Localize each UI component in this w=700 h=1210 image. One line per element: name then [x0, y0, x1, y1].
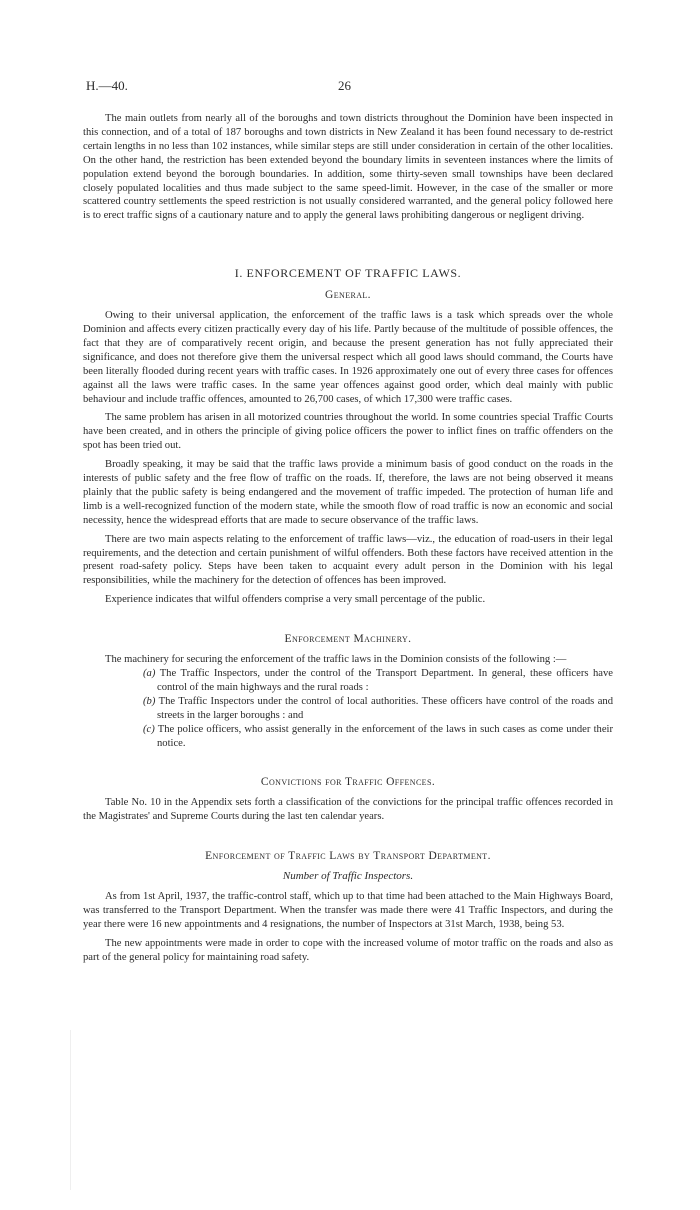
general-paragraph: Owing to their universal application, the enforcement of the traffic laws is a task which spreads over the whole Dominion and affects every citizen practically every day of his life. Partly because of the multitude of possible offences, the fact that they are of comparatively recent origin, and because the present generation has not fully appreciated their significance, and does not therefore give them the universal respect which all good laws should command, the Courts have been literally flooded during recent years with traffic cases. In 1926 approximately one out of every three cases for offences against all the laws were traffic cases. In the same year offences against good order, which deal mainly with public behaviour and include traffic offences, amounted to 26,700 cases, of which 17,300 were traffic cases.: [83, 310, 613, 405]
machinery-item-text: The police officers, who assist generally in the enforcement of the laws in such cases as come under their notice.: [157, 723, 613, 749]
machinery-heading: Enforcement Machinery.: [284, 633, 412, 646]
machinery-item-label: (a): [143, 668, 156, 679]
inspectors-subheading: Number of Traffic Inspectors.: [282, 870, 414, 883]
scan-margin-line: [70, 1030, 71, 1190]
machinery-item: [97, 723, 613, 751]
general-paragraph: There are two main aspects relating to the enforcement of traffic laws—viz., the education of road-users in their legal requirements, and the detection and certain punishment of wilful offenders. Both these factors have received attention in the present road-safety policy. Steps have been taken to acquaint every adult person in the Dominion with his legal responsibilities, while the machinery for the detection of offences has been improved.: [83, 533, 613, 587]
convictions-paragraph: Table No. 10 in the Appendix sets forth a classification of the convictions for the principal traffic offences recorded in the Magistrates' and Supreme Courts during the last ten calendar years.: [83, 797, 613, 823]
general-paragraph: Experience indicates that wilful offenders comprise a very small percentage of the public.: [105, 594, 486, 606]
inspectors-paragraph: The new appointments were made in order to cope with the increased volume of motor traffic on the roads and also as part of the general policy for maintaining road safety.: [83, 937, 613, 963]
inspectors-paragraph: As from 1st April, 1937, the traffic-control staff, which up to that time had been attached to the Main Highways Board, was transferred to the Transport Department. When the transfer was made there were 41 Traffic Inspectors, and during the year there were 16 new appointments and 4 resignations, the number of Inspectors at 31st March, 1938, being 53.: [83, 890, 613, 930]
document-reference: H.—40.: [86, 78, 128, 93]
intro-paragraph: The main outlets from nearly all of the boroughs and town districts throughout the Dominion have been inspected in this connection, and of a total of 187 boroughs and town districts in New Zealand it has been found necessary to de-restrict certain lengths in no less than 102 instances, while similar steps are still under consideration in certain of the other localities. On the other hand, the restriction has been extended beyond the boundary limits in seventeen instances where the limits of population extend beyond the borough boundaries. In addition, some thirty-seven small townships have been declared closely populated localities and thus made subject to the same speed-limit. However, in the case of the smaller or more scattered country settlements the speed restriction is not usually considered warranted, and the general policy followed here is to erect traffic signs of a cautionary nature and to apply the general laws prohibiting dangerous or negligent driving.: [83, 113, 613, 222]
machinery-item: [97, 695, 613, 723]
convictions-heading: Convictions for Traffic Offences.: [260, 776, 436, 789]
machinery-item-label: (c): [143, 723, 155, 735]
document-body: [83, 112, 613, 965]
transport-heading: Enforcement of Traffic Laws by Transport Department.: [205, 850, 491, 863]
general-heading: General.: [325, 289, 371, 302]
machinery-item-text: The Traffic Inspectors, under the control of the Transport Department. In general, these officers have control of the main highways and the rural roads :: [157, 668, 613, 693]
machinery-item-label: (b): [143, 695, 156, 707]
general-paragraph: The same problem has arisen in all motorized countries throughout the world. In some countries special Traffic Courts have been created, and in others the principle of giving police officers the power to inflict fines on traffic offenders on the spot has been tried out.: [83, 412, 613, 452]
machinery-intro: The machinery for securing the enforcement of the traffic laws in the Dominion consists of the following :—: [105, 654, 567, 666]
general-paragraph: Broadly speaking, it may be said that the traffic laws provide a minimum basis of good conduct on the roads in the interests of public safety and the free flow of traffic on the roads. If, therefore, the laws are not being observed it means plainly that the public safety is being endangered and the movement of traffic impeded. The protection of human life and limb is a well-recognized function of the modern state, while the smooth flow of road traffic is now an economic and social necessity, hence the widespread efforts that are made to secure observance of the traffic laws.: [83, 459, 613, 526]
machinery-item-text: The Traffic Inspectors under the control of local authorities. These officers have control of the roads and streets in the larger boroughs : and: [157, 695, 613, 721]
page-number: 26: [338, 78, 351, 93]
machinery-item: [97, 667, 613, 695]
section-title: I. ENFORCEMENT OF TRAFFIC LAWS.: [234, 266, 462, 281]
